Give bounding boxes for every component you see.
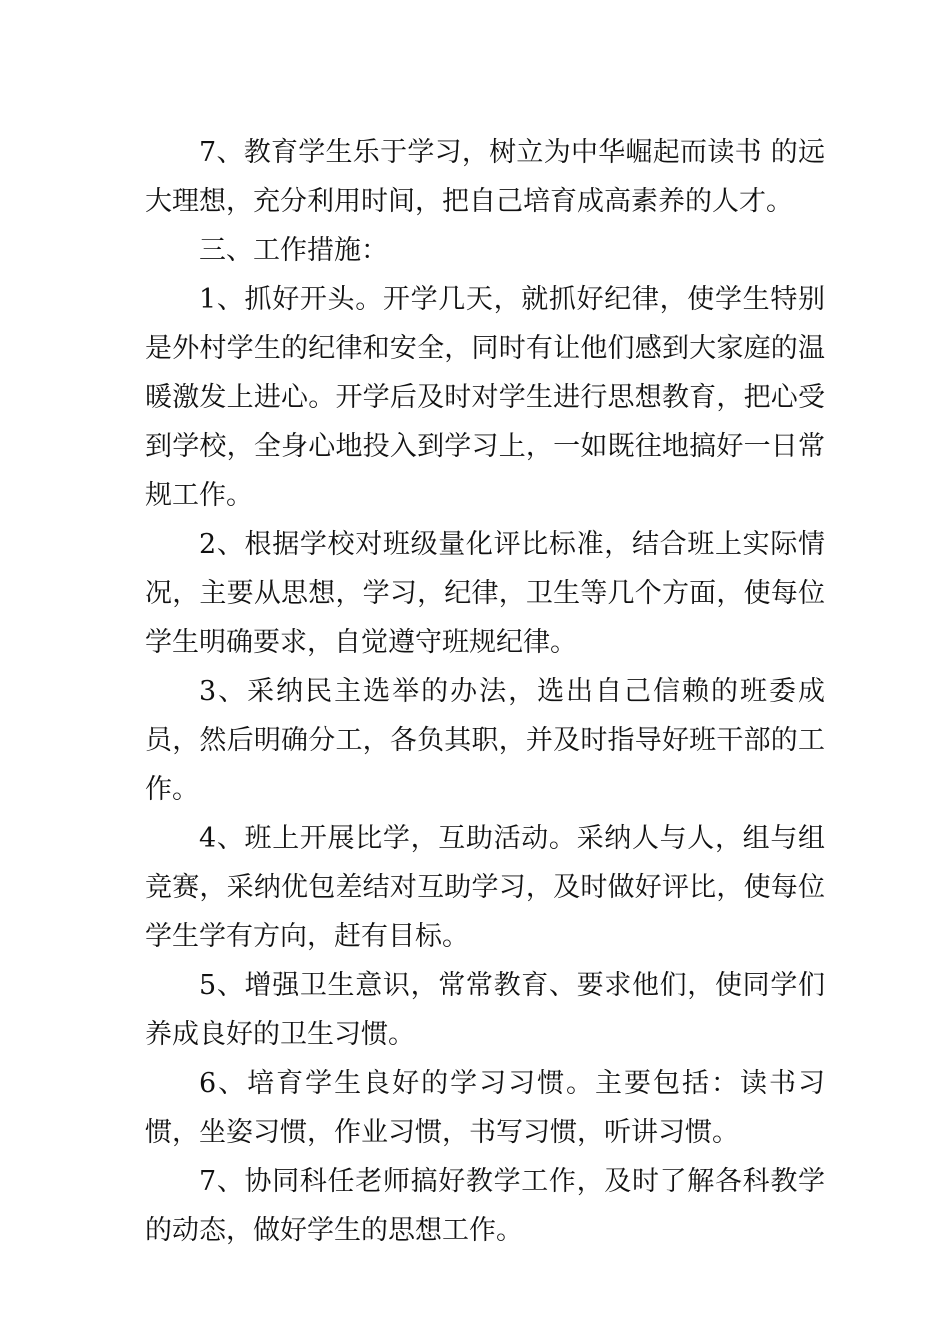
paragraph-measure-7: 7、协同科任老师搞好教学工作，及时了解各科教学的动态，做好学生的思想工作。: [145, 1166, 825, 1246]
section-heading-measures: 三、工作措施：: [199, 235, 388, 266]
document-body: [145, 128, 825, 1255]
paragraph-measure-4: 4、班上开展比学，互助活动。采纳人与人，组与组竞赛，采纳优包差结对互助学习，及时做好评比，使每位学生学有方向，赶有目标。: [145, 823, 825, 952]
paragraph-measure-5: 5、增强卫生意识，常常教育、要求他们，使同学们养成良好的卫生习惯。: [145, 970, 825, 1050]
paragraph-measure-6: 6、培育学生良好的学习习惯。主要包括：读书习惯，坐姿习惯，作业习惯，书写习惯，听讲习惯。: [145, 1068, 825, 1148]
paragraph-measure-1: 1、抓好开头。开学几天，就抓好纪律，使学生特别是外村学生的纪律和安全，同时有让他们感到大家庭的温暖激发上进心。开学后及时对学生进行思想教育，把心受到学校，全身心地投入到学习上，一如既往地搞好一日常规工作。: [145, 284, 825, 511]
paragraph-goal-7: 7、教育学生乐于学习，树立为中华崛起而读书 的远大理想，充分利用时间，把自己培育成高素养的人才。: [145, 137, 825, 217]
paragraph-measure-3: 3、采纳民主选举的办法，选出自己信赖的班委成员，然后明确分工，各负其职，并及时指导好班干部的工作。: [145, 676, 825, 805]
paragraph-measure-2: 2、根据学校对班级量化评比标准，结合班上实际情况，主要从思想，学习，纪律，卫生等几个方面，使每位学生明确要求，自觉遵守班规纪律。: [145, 529, 825, 658]
